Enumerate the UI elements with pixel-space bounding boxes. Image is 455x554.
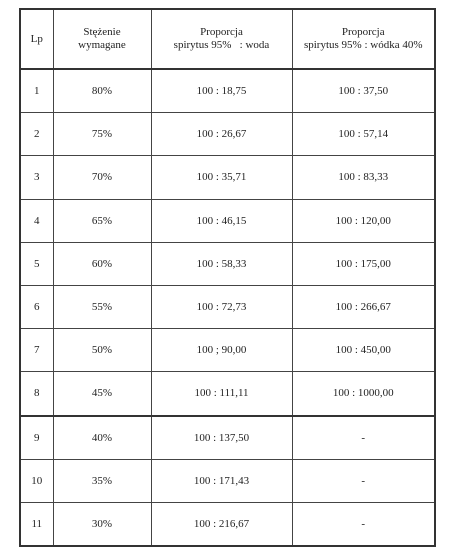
row-stezenie-cell: 65% (53, 199, 151, 242)
row-stezenie-cell: 40% (53, 416, 151, 460)
row-stezenie-cell: 80% (53, 69, 151, 113)
table-row (20, 416, 435, 460)
row-stezenie-cell: 35% (53, 459, 151, 502)
row-stezenie-cell: 70% (53, 156, 151, 199)
row-proporcja-woda-cell: 100 : 35,71 (151, 156, 292, 199)
table-row (20, 69, 435, 113)
table-row (20, 199, 435, 242)
row-proporcja-wodka-cell: 100 : 1000,00 (292, 372, 435, 416)
table-row (20, 502, 435, 546)
row-proporcja-woda-cell: 100 : 58,33 (151, 242, 292, 285)
dilution-table-container (19, 8, 434, 547)
header-proporcja-woda-line2: spirytus 95% : woda (173, 39, 270, 51)
row-lp-cell: 3 (20, 156, 53, 199)
row-proporcja-woda-cell: 100 : 26,67 (151, 113, 292, 156)
header-lp-label: Lp (30, 32, 43, 45)
row-lp-cell: 7 (20, 329, 53, 372)
row-proporcja-woda-cell: 100 : 137,50 (151, 416, 292, 460)
table-row (20, 329, 435, 372)
header-stezenie-line2: wymagane (78, 39, 126, 51)
table-row (20, 156, 435, 199)
row-lp-cell: 10 (20, 459, 53, 502)
row-lp-cell: 11 (20, 502, 53, 546)
row-proporcja-wodka-cell: 100 : 37,50 (292, 69, 435, 113)
header-proporcja-woda (151, 9, 292, 69)
row-proporcja-wodka-cell: 100 : 450,00 (292, 329, 435, 372)
row-lp-cell: 2 (20, 113, 53, 156)
header-proporcja-wodka-line1: Proporcja (341, 26, 385, 38)
row-proporcja-woda-cell: 100 : 18,75 (151, 69, 292, 113)
header-proporcja-woda-line1: Proporcja (200, 26, 243, 38)
row-stezenie-cell: 45% (53, 372, 151, 416)
row-proporcja-wodka-cell: - (292, 502, 435, 546)
row-proporcja-wodka-cell: 100 : 83,33 (292, 156, 435, 199)
table-header-row (20, 9, 435, 69)
row-proporcja-wodka-cell: 100 : 266,67 (292, 285, 435, 328)
row-proporcja-woda-cell: 100 : 111,11 (151, 372, 292, 416)
table-row (20, 285, 435, 328)
row-lp-cell: 8 (20, 372, 53, 416)
row-proporcja-woda-cell: 100 : 216,67 (151, 502, 292, 546)
row-lp-cell: 6 (20, 285, 53, 328)
row-stezenie-cell: 60% (53, 242, 151, 285)
header-proporcja-wodka-line2: spirytus 95% : wódka 40% (303, 39, 423, 51)
row-stezenie-cell: 55% (53, 285, 151, 328)
row-lp-cell: 1 (20, 69, 53, 113)
row-proporcja-wodka-cell: 100 : 175,00 (292, 242, 435, 285)
row-stezenie-cell: 50% (53, 329, 151, 372)
header-proporcja-wodka (292, 9, 435, 69)
header-stezenie (53, 9, 151, 69)
dilution-table (19, 8, 436, 547)
row-proporcja-wodka-cell: 100 : 57,14 (292, 113, 435, 156)
table-row (20, 372, 435, 416)
row-proporcja-woda-cell: 100 : 46,15 (151, 199, 292, 242)
table-body (20, 69, 435, 546)
row-proporcja-wodka-cell: - (292, 416, 435, 460)
row-proporcja-woda-cell: 100 : 171,43 (151, 459, 292, 502)
header-lp (20, 9, 53, 69)
row-lp-cell: 5 (20, 242, 53, 285)
header-stezenie-line1: Stężenie (83, 26, 121, 38)
table-row (20, 459, 435, 502)
row-proporcja-wodka-cell: 100 : 120,00 (292, 199, 435, 242)
row-stezenie-cell: 30% (53, 502, 151, 546)
row-stezenie-cell: 75% (53, 113, 151, 156)
table-row (20, 113, 435, 156)
row-proporcja-wodka-cell: - (292, 459, 435, 502)
row-proporcja-woda-cell: 100 : 72,73 (151, 285, 292, 328)
row-lp-cell: 4 (20, 199, 53, 242)
row-proporcja-woda-cell: 100 ; 90,00 (151, 329, 292, 372)
table-row (20, 242, 435, 285)
row-lp-cell: 9 (20, 416, 53, 460)
